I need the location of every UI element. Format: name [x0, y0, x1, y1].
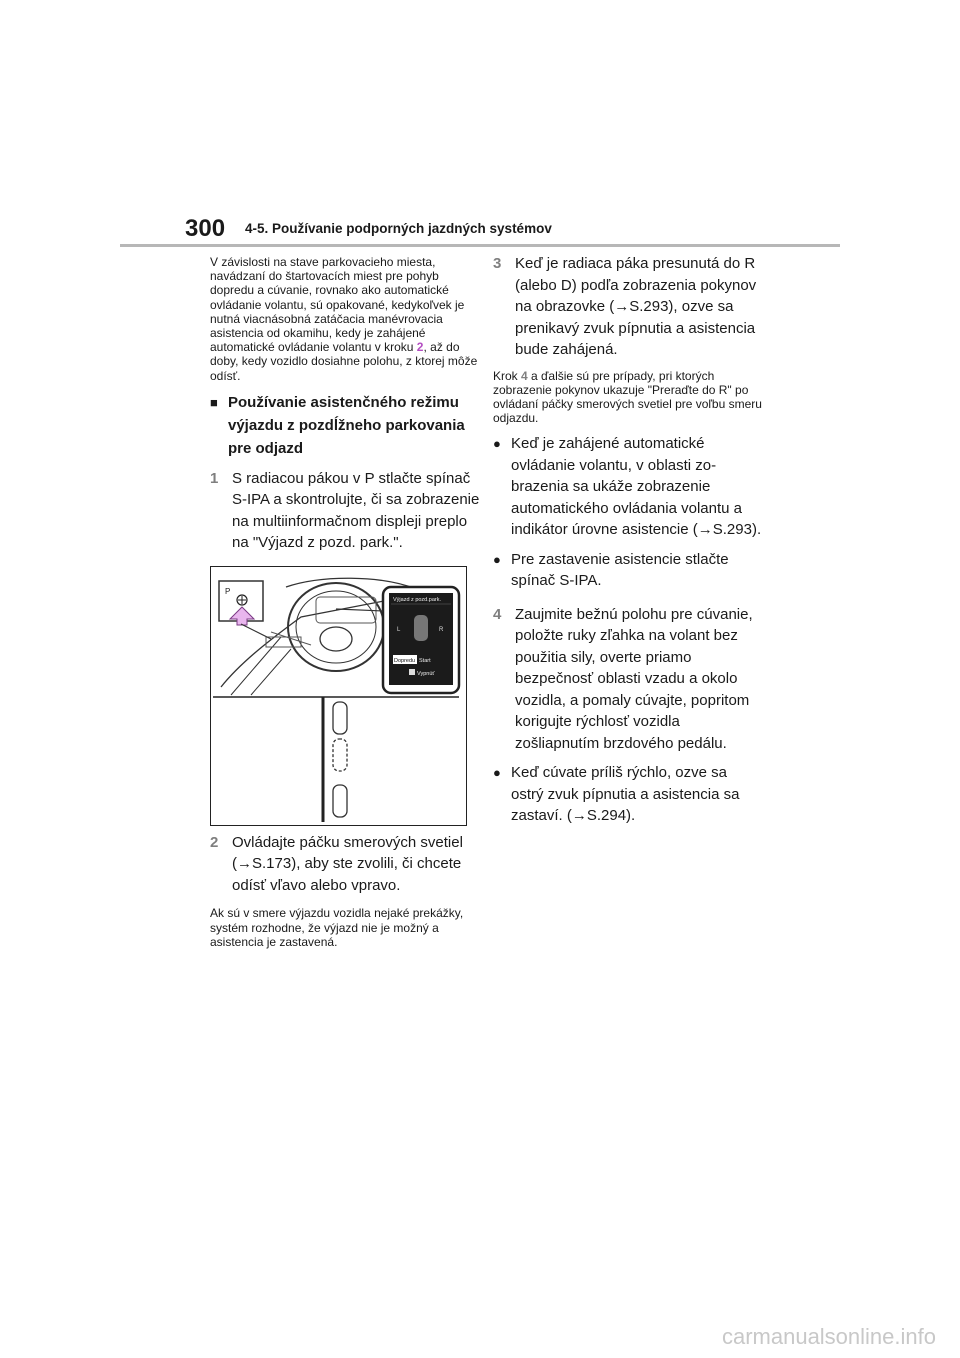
step-1-number: 1	[210, 469, 219, 487]
bullet-1	[493, 433, 763, 541]
ego-car-icon	[333, 739, 347, 771]
exit-note: Ak sú v smere výjazdu vozidla nejaké prekážky, systém rozhodne, že výjazd nie je možný a asistencia je zastavená.	[210, 906, 464, 949]
intro-paragraph	[210, 255, 482, 383]
bullet-3-text: Keď cúvate príliš rýchlo, ozve sa ostrý zvuk pípnutia a asistencia sa zastaví. (→S.294).	[511, 764, 740, 825]
car-top-icon	[414, 615, 428, 641]
step-2-text: Ovládajte páčku smerových svetiel (→S.173), aby ste zvolili, či chcete odísť vľavo alebo vpravo.	[232, 833, 463, 894]
step-4-number: 4	[493, 605, 502, 623]
dashboard-illustration	[211, 567, 466, 825]
step-4	[493, 604, 763, 755]
parked-car-icon-2	[333, 785, 347, 817]
square-bullet-icon: ■	[210, 394, 218, 410]
step-1-text: S radiacou pákou v P stlačte spínač S-IPA a skontrolujte, či sa zobrazenie na multiinformačnom displeji preplo na "Výjazd z pozd. park.".	[232, 469, 480, 552]
step-3-number: 3	[493, 255, 502, 272]
bullet-dot-icon: ●	[493, 551, 501, 567]
step-ref-2: 2	[416, 340, 424, 355]
intro-text-after: , až do doby, kedy vozidlo dosiahne polohu, z ktorej môže odísť.	[210, 340, 478, 383]
note-text-after: a ďalšie sú pre prípady, pri ktorých zobrazenie pokynov ukazuje "Preraďte do R" po ovládaní páčky smerových svetiel pre voľbu smeru odjazdu.	[493, 368, 762, 426]
bullet-dot-icon: ●	[493, 765, 501, 781]
screen-forward-button: Dopredu	[394, 657, 416, 664]
bullet-dot-icon: ●	[493, 436, 501, 452]
screen-start-label: Start	[419, 657, 431, 664]
bullet-1-text: Keď je zahájené automatické ovládanie volantu, v oblasti zobrazenia sa ukáže zobrazenie automatického ovládania volantu a indikátor úrovne asistencie (→S.293).	[511, 435, 762, 539]
intro-text-before: V závislosti na stave parkovacieho miesta, navádzaní do štartovacích miest pre pohyb dopredu a cúvanie, rovnako ako automatické ovládanie volantu, sú opakované, kedykoľvek je nutná viacnásobná zatáčacia manévrovacia asistencia od okamihu, kedy je zahájené automatické ovládanie volantu v kroku	[210, 255, 465, 355]
bullet-3	[493, 762, 763, 827]
note-text-before: Krok	[493, 368, 522, 383]
illustration	[210, 566, 467, 826]
step-2	[210, 832, 482, 897]
parked-car-icon	[333, 702, 347, 734]
watermark: carmanualsonline.info	[721, 1324, 936, 1349]
screen-title: Výjazd z pozd.park.	[393, 596, 441, 603]
step-4-note	[493, 369, 763, 426]
left-column	[210, 255, 482, 949]
step-3	[493, 253, 763, 361]
step-4-text: Zaujmite bežnú polohu pre cúvanie, položte ruky zľahka na volant bez použitia sily, overte priamo bezpečnosť oblasti vzadu a okolo vozidla, a pomaly cúvajte, popritom korigujte rýchlosť vozidla zošliapnutím brzdového pedálu.	[515, 605, 753, 752]
bullet-2-text: Pre zastavenie asistencie stlačte spínač S-IPA.	[511, 550, 729, 590]
screen-right-label: R	[439, 626, 444, 633]
section-title: 4-5. Používanie podporných jazdných systémov	[245, 221, 552, 236]
page-number: 300	[185, 215, 226, 242]
screen-off-label: Vypnúť	[417, 670, 435, 677]
screen-left-label: L	[397, 626, 401, 633]
step-3-text: Keď je radiaca páka presunutá do R (alebo D) podľa zobrazenia pokynov na obrazovke (→S.293), ozve sa prenikavý zvuk pípnutia a asistencia bude zahájená.	[515, 255, 757, 358]
header-rule	[120, 244, 840, 247]
bullet-2	[493, 549, 763, 592]
step-ref-4: 4	[521, 368, 528, 383]
subheading-text: Používanie asistenčného režimu výjazdu z pozdĺžneho parkovania pre odjazd	[228, 393, 465, 457]
p-label: P	[225, 586, 231, 596]
step-1	[210, 468, 482, 554]
subheading	[210, 391, 482, 460]
right-column	[493, 253, 763, 827]
step-2-number: 2	[210, 833, 219, 851]
